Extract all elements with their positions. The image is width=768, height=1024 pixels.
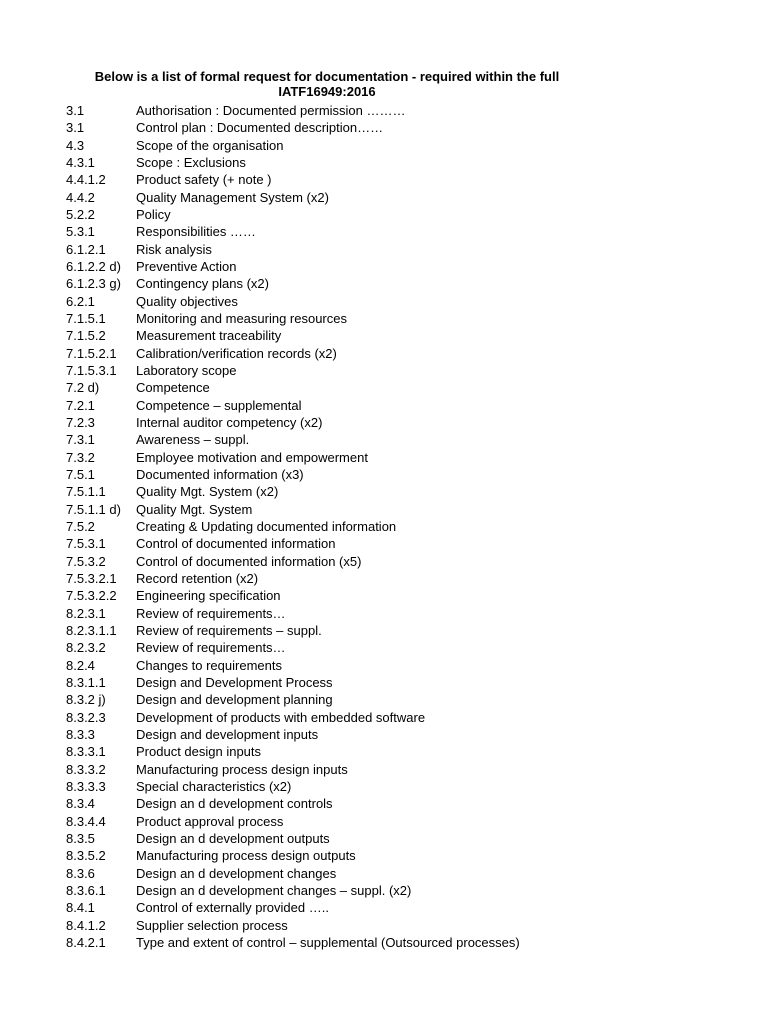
clause-number: 7.3.1 bbox=[66, 432, 95, 448]
requirement-description: Quality objectives bbox=[136, 293, 238, 309]
clause-number: 6.1.2.2 d) bbox=[66, 259, 121, 275]
requirement-row bbox=[66, 760, 746, 777]
requirement-description: Development of products with embedded software bbox=[136, 709, 426, 725]
requirement-description: Policy bbox=[136, 207, 171, 223]
requirement-row bbox=[66, 605, 746, 622]
requirement-row bbox=[66, 379, 746, 396]
clause-number: 8.3.4.4 bbox=[66, 813, 106, 829]
requirement-row bbox=[66, 310, 746, 327]
clause-number: 8.3.6.1 bbox=[66, 882, 106, 898]
requirement-row bbox=[66, 362, 746, 379]
requirement-description: Type and extent of control – supplemental (Outsourced processes) bbox=[136, 934, 520, 950]
clause-number: 8.3.3.1 bbox=[66, 744, 106, 760]
requirement-description: Competence – supplemental bbox=[136, 397, 302, 413]
clause-number: 7.3.2 bbox=[66, 449, 95, 465]
requirement-row bbox=[66, 345, 746, 362]
requirement-description: Documented information (x3) bbox=[136, 467, 304, 483]
requirement-row bbox=[66, 553, 746, 570]
requirement-row bbox=[66, 327, 746, 344]
clause-number: 8.3.5 bbox=[66, 830, 95, 846]
requirement-description: Control plan : Documented description…… bbox=[136, 120, 384, 136]
requirement-description: Monitoring and measuring resources bbox=[136, 311, 347, 327]
requirement-row bbox=[66, 397, 746, 414]
clause-number: 3.1 bbox=[66, 120, 85, 136]
clause-number: 7.2.3 bbox=[66, 415, 95, 431]
clause-number: 8.2.3.1 bbox=[66, 605, 106, 621]
requirement-row bbox=[66, 275, 746, 292]
requirement-description: Design and development planning bbox=[136, 692, 333, 708]
requirement-row bbox=[66, 570, 746, 587]
clause-number: 6.1.2.1 bbox=[66, 241, 106, 257]
requirement-row bbox=[66, 934, 746, 951]
requirement-description: Awareness – suppl. bbox=[136, 432, 250, 448]
clause-number: 8.4.1.2 bbox=[66, 917, 106, 933]
requirement-description: Quality Mgt. System bbox=[136, 501, 253, 517]
requirement-row bbox=[66, 431, 746, 448]
requirement-row bbox=[66, 622, 746, 639]
clause-number: 6.2.1 bbox=[66, 293, 95, 309]
requirement-description: Design and Development Process bbox=[136, 674, 333, 690]
clause-number: 7.5.1 bbox=[66, 467, 95, 483]
requirement-description: Control of documented information bbox=[136, 536, 336, 552]
requirement-description: Special characteristics (x2) bbox=[136, 778, 292, 794]
requirement-row bbox=[66, 154, 746, 171]
clause-number: 8.3.2.3 bbox=[66, 709, 106, 725]
requirement-description: Preventive Action bbox=[136, 259, 237, 275]
requirement-description: Scope of the organisation bbox=[136, 137, 284, 153]
clause-number: 8.2.3.1.1 bbox=[66, 623, 117, 638]
requirement-row bbox=[66, 708, 746, 725]
clause-number: 8.3.6 bbox=[66, 865, 95, 881]
requirement-row bbox=[66, 535, 746, 552]
requirement-row bbox=[66, 293, 746, 310]
clause-number: 7.5.1.1 d) bbox=[66, 501, 121, 517]
requirement-description: Supplier selection process bbox=[136, 917, 288, 933]
requirement-row bbox=[66, 847, 746, 864]
clause-number: 7.1.5.2.1 bbox=[66, 345, 117, 361]
requirement-description: Quality Management System (x2) bbox=[136, 189, 329, 205]
requirement-description: Quality Mgt. System (x2) bbox=[136, 484, 279, 500]
requirement-description: Laboratory scope bbox=[136, 363, 237, 379]
requirement-description: Product design inputs bbox=[136, 744, 262, 760]
clause-number: 6.1.2.3 g) bbox=[66, 276, 121, 292]
requirement-description: Measurement traceability bbox=[136, 328, 282, 344]
clause-number: 8.2.3.2 bbox=[66, 640, 106, 656]
requirement-row bbox=[66, 795, 746, 812]
requirement-description: Design an d development outputs bbox=[136, 830, 330, 846]
requirement-row bbox=[66, 102, 746, 119]
clause-number: 7.1.5.3.1 bbox=[66, 363, 117, 379]
requirement-row bbox=[66, 639, 746, 656]
clause-number: 7.1.5.1 bbox=[66, 311, 106, 327]
requirement-row bbox=[66, 258, 746, 275]
requirement-row bbox=[66, 899, 746, 916]
clause-number: 8.3.3.3 bbox=[66, 778, 106, 794]
clause-number: 7.5.1.1 bbox=[66, 484, 106, 500]
clause-number: 7.5.3.2.2 bbox=[66, 588, 117, 604]
clause-number: 8.3.1.1 bbox=[66, 674, 106, 690]
requirement-description: Control of externally provided ….. bbox=[136, 900, 329, 916]
clause-number: 4.3 bbox=[66, 137, 85, 153]
document-title-line-2: IATF16949:2016 bbox=[278, 84, 376, 99]
clause-number: 7.5.2 bbox=[66, 519, 95, 535]
requirement-row bbox=[66, 674, 746, 691]
clause-number: 7.2 d) bbox=[66, 380, 100, 396]
requirement-row bbox=[66, 189, 746, 206]
requirement-row bbox=[66, 830, 746, 847]
requirement-row bbox=[66, 466, 746, 483]
requirement-row bbox=[66, 449, 746, 466]
clause-number: 8.4.1 bbox=[66, 900, 95, 916]
requirement-description: Manufacturing process design outputs bbox=[136, 848, 356, 864]
requirement-row bbox=[66, 414, 746, 431]
requirement-row bbox=[66, 137, 746, 154]
requirement-description: Design an d development controls bbox=[136, 796, 333, 812]
requirement-description: Changes to requirements bbox=[136, 657, 282, 673]
requirement-description: Design an d development changes bbox=[136, 865, 337, 881]
requirement-description: Design an d development changes – suppl. (x2) bbox=[136, 882, 412, 898]
requirement-row bbox=[66, 916, 746, 933]
requirement-description: Risk analysis bbox=[136, 241, 212, 257]
clause-number: 4.3.1 bbox=[66, 155, 95, 171]
clause-number: 3.1 bbox=[66, 103, 85, 119]
clause-number: 4.4.2 bbox=[66, 189, 95, 205]
clause-number: 7.5.3.2.1 bbox=[66, 571, 117, 587]
requirement-row bbox=[66, 864, 746, 881]
requirement-description: Manufacturing process design inputs bbox=[136, 761, 348, 777]
document-title-line-1: Below is a list of formal request for documentation - required within the full bbox=[94, 69, 560, 84]
requirements-list bbox=[66, 102, 746, 951]
requirement-row bbox=[66, 812, 746, 829]
clause-number: 8.3.4 bbox=[66, 796, 95, 812]
requirement-row bbox=[66, 726, 746, 743]
clause-number: 8.3.5.2 bbox=[66, 848, 106, 864]
requirement-description: Review of requirements – suppl. bbox=[136, 623, 322, 638]
clause-number: 5.2.2 bbox=[66, 207, 95, 223]
clause-number: 8.3.3.2 bbox=[66, 761, 106, 777]
clause-number: 8.4.2.1 bbox=[66, 934, 106, 950]
clause-number: 8.3.2 j) bbox=[66, 692, 106, 708]
requirement-description: Design and development inputs bbox=[136, 726, 319, 742]
requirement-description: Responsibilities …… bbox=[136, 224, 256, 240]
document-title bbox=[40, 69, 614, 99]
requirement-row bbox=[66, 587, 746, 604]
clause-number: 7.5.3.1 bbox=[66, 536, 106, 552]
requirement-description: Calibration/verification records (x2) bbox=[136, 345, 337, 361]
clause-number: 7.2.1 bbox=[66, 397, 95, 413]
requirement-description: Contingency plans (x2) bbox=[136, 276, 269, 292]
requirement-description: Scope : Exclusions bbox=[136, 155, 246, 171]
requirement-row bbox=[66, 501, 746, 518]
requirement-row bbox=[66, 223, 746, 240]
clause-number: 4.4.1.2 bbox=[66, 172, 106, 188]
requirement-row bbox=[66, 882, 746, 899]
clause-number: 8.2.4 bbox=[66, 657, 95, 673]
requirement-description: Record retention (x2) bbox=[136, 571, 259, 587]
requirement-row bbox=[66, 657, 746, 674]
clause-number: 8.3.3 bbox=[66, 726, 95, 742]
requirement-description: Competence bbox=[136, 380, 210, 396]
requirement-row bbox=[66, 241, 746, 258]
requirement-description: Product approval process bbox=[136, 813, 284, 829]
requirement-row bbox=[66, 119, 746, 136]
requirement-description: Review of requirements… bbox=[136, 605, 286, 621]
requirement-description: Internal auditor competency (x2) bbox=[136, 415, 323, 431]
requirement-description: Control of documented information (x5) bbox=[136, 553, 362, 569]
clause-number: 5.3.1 bbox=[66, 224, 95, 240]
requirement-row bbox=[66, 518, 746, 535]
clause-number: 7.1.5.2 bbox=[66, 328, 106, 344]
requirement-row bbox=[66, 206, 746, 223]
requirement-row bbox=[66, 171, 746, 188]
requirement-description: Product safety (+ note ) bbox=[136, 172, 272, 188]
requirement-row bbox=[66, 691, 746, 708]
clause-number: 7.5.3.2 bbox=[66, 553, 106, 569]
requirement-description: Creating & Updating documented information bbox=[136, 519, 397, 535]
requirement-row bbox=[66, 743, 746, 760]
requirement-description: Engineering specification bbox=[136, 588, 281, 604]
requirement-description: Employee motivation and empowerment bbox=[136, 449, 368, 465]
requirement-description: Authorisation : Documented permission ……… bbox=[136, 103, 406, 119]
requirement-row bbox=[66, 483, 746, 500]
requirement-description: Review of requirements… bbox=[136, 640, 286, 656]
requirement-row bbox=[66, 778, 746, 795]
